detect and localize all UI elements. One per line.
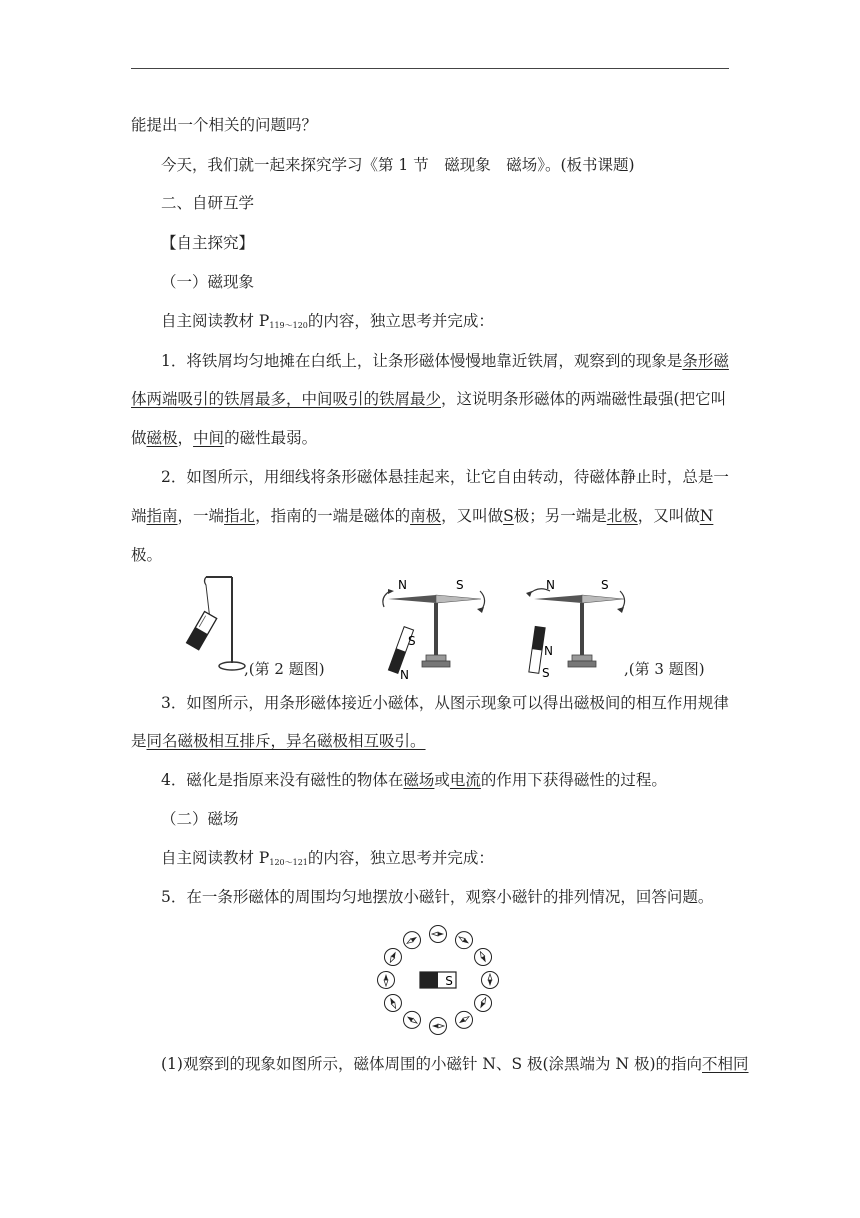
compass-icon	[404, 932, 421, 949]
figure-magnet-attract	[516, 575, 626, 683]
q3-answer: 同名磁极相互排斥，异名磁极相互吸引。	[146, 732, 426, 750]
section-heading: 二、自研互学	[161, 194, 255, 212]
q2-answer-4: S	[503, 507, 514, 525]
q2-line2: 端指南，一端指北，指南的一端是磁体的南极，又叫做S极；另一端是北极，又叫做N	[131, 507, 714, 525]
compass-icon	[475, 949, 492, 966]
q1-answer-1: 条形磁	[682, 352, 729, 370]
paragraph-intro-question: 能提出一个相关的问题吗？	[131, 116, 318, 134]
subsection-heading-2: （二）磁场	[161, 810, 239, 828]
compass-icon	[384, 949, 401, 966]
compass-icon	[430, 1018, 447, 1035]
figure2-caption: ,(第 2 题图)	[244, 660, 325, 678]
q2-answer-2: 指北	[224, 507, 256, 525]
q2-line1: 2．如图所示，用细线将条形磁体悬挂起来，让它自由转动，待磁体静止时，总是一	[161, 468, 729, 486]
reading-instruction-2: 自主阅读教材 $P_{120\sim 121}$的内容，独立思考并完成：	[161, 849, 494, 867]
q4-answer-2: 电流	[449, 771, 481, 789]
label-n-small-2: N	[544, 644, 553, 658]
label-n: N	[398, 578, 407, 592]
compass-icon	[482, 972, 499, 989]
q1-line3: 做磁极，中间的磁性最弱。	[131, 429, 318, 447]
q2-answer-5: 北极	[606, 507, 638, 525]
compass-icon	[404, 1011, 421, 1028]
label-s-2: S	[601, 578, 609, 592]
q1-line1: 1．将铁屑均匀地摊在白纸上，让条形磁体慢慢地靠近铁屑，观察到的现象是条形磁	[161, 352, 729, 370]
q2-answer-1: 指南	[146, 507, 178, 525]
q3-line2: 是同名磁极相互排斥，异名磁极相互吸引。	[131, 732, 426, 750]
bracket-heading: 【自主探究】	[161, 234, 255, 252]
compass-icon	[456, 1011, 473, 1028]
q2-line3: 极。	[131, 546, 163, 564]
q2-answer-6: N	[699, 507, 714, 525]
q5-1-answer: 不相同	[702, 1055, 749, 1073]
label-n-small: N	[400, 668, 409, 682]
q1-line2: 体两端吸引的铁屑最多，中间吸引的铁屑最少，这说明条形磁体的两端磁性最强(把它叫	[131, 390, 727, 408]
compass-icon	[430, 926, 447, 943]
q1-answer-1-cont: 体两端吸引的铁屑最多，中间吸引的铁屑最少	[131, 390, 442, 408]
q3-line1: 3．如图所示，用条形磁体接近小磁体，从图示现象可以得出磁极间的相互作用规律	[161, 694, 729, 712]
figure-compass-ring	[374, 922, 514, 1040]
label-s: S	[456, 578, 464, 592]
q2-answer-3: 南极	[410, 507, 442, 525]
reading-instruction-1: 自主阅读教材 $P_{119\sim 120}$的内容，独立思考并完成：	[161, 312, 494, 330]
label-s-small: S	[408, 634, 416, 648]
bar-magnet-s-label: S	[445, 974, 453, 988]
figure3-caption: ,(第 3 题图)	[624, 660, 705, 678]
figure-magnet-repel	[376, 575, 486, 683]
q4-line: 4．磁化是指原来没有磁性的物体在磁场或电流的作用下获得磁性的过程。	[161, 771, 667, 789]
compass-icon	[378, 972, 395, 989]
q1-answer-3: 中间	[193, 429, 225, 447]
subsection-heading-1: （一）磁现象	[161, 273, 255, 291]
compass-icon	[475, 995, 492, 1012]
compass-icon	[384, 995, 401, 1012]
label-s-small-2: S	[542, 666, 550, 680]
compass-icon	[456, 932, 473, 949]
paragraph-lesson-title: 今天，我们就一起来探究学习《第 1 节 磁现象 磁场》。(板书课题)	[161, 156, 635, 174]
q5-1-line: (1)观察到的现象如图所示，磁体周围的小磁针 N、S 极(涂黑端为 N 极)的指向不相同	[161, 1055, 749, 1073]
label-n-2: N	[546, 578, 555, 592]
q4-answer-1: 磁场	[403, 771, 435, 789]
q5-line: 5．在一条形磁体的周围均匀地摆放小磁针，观察小磁针的排列情况，回答问题。	[161, 888, 714, 906]
q1-answer-2: 磁极	[146, 429, 178, 447]
header-rule	[131, 68, 729, 69]
